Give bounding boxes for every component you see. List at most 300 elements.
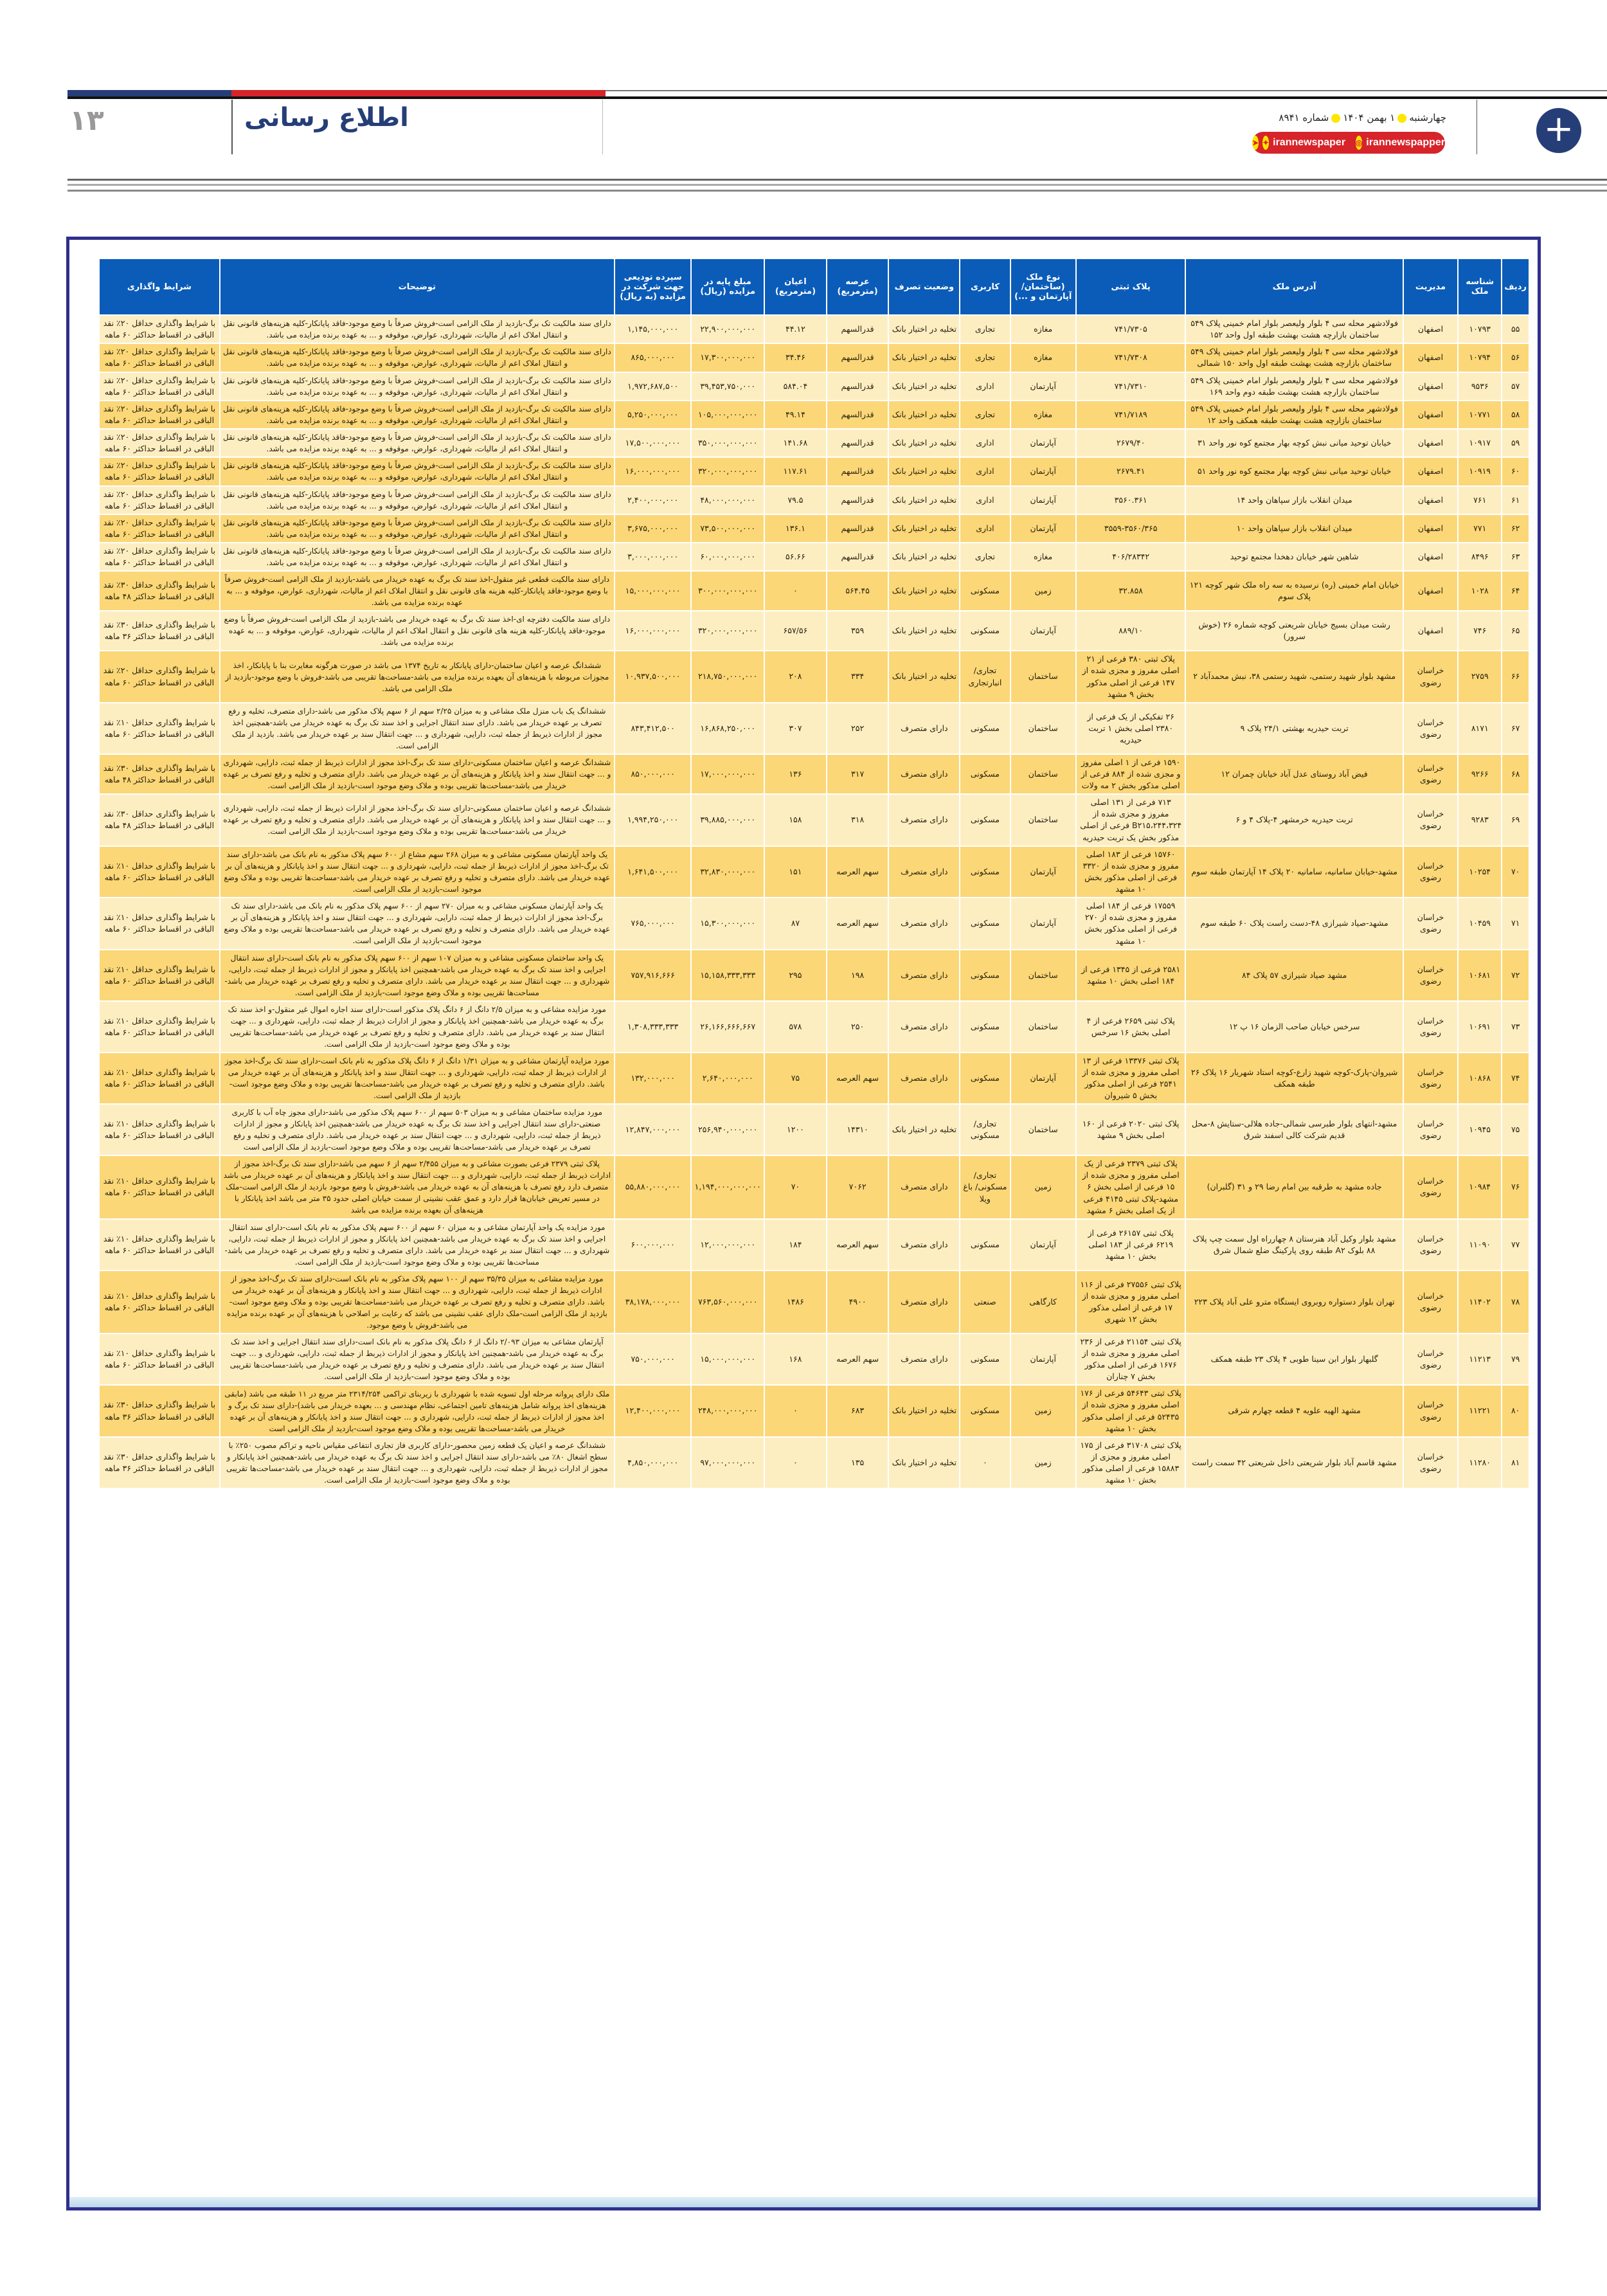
cell-building-area: ۵۸۴.۰۴ [764, 372, 827, 401]
cell-occupancy-status: دارای متصرف [888, 846, 960, 898]
cell-deposit: ۱,۱۴۵,۰۰۰,۰۰۰ [615, 315, 691, 343]
cell-property-type: زمین [1010, 571, 1076, 611]
cell-registration-plate: ۳۲.۸۵۸ [1076, 571, 1186, 611]
cell-property-type: آپارتمان [1010, 514, 1076, 543]
cell-branch: اصفهان [1403, 343, 1458, 372]
cell-transfer-terms: با شرایط واگذاری حداقل ۱۰٪ نقد الباقی در اقساط حداکثر ۶۰ ماهه [99, 1001, 220, 1053]
cell-occupancy-status: تخلیه در اختیار بانک [888, 651, 960, 703]
cell-branch: اصفهان [1403, 457, 1458, 485]
cell-branch: خراسان رضوی [1403, 1001, 1458, 1053]
cell-row-number: ۷۸ [1502, 1270, 1529, 1333]
cell-address: فولادشهر محله سی ۴ بلوار ولیعصر بلوار امام خمینی پلاک ۵۴۹ ساختمان بازارچه هشت بهشت طبقه اول واحد ۱۵۲ [1185, 315, 1403, 343]
cell-registration-plate: ۴۰۶/۲۸۳۴۲ [1076, 543, 1186, 571]
issue-label: شماره ۸۹۴۱ [1279, 112, 1329, 123]
cell-row-number: ۷۶ [1502, 1155, 1529, 1219]
cell-property-id: ۱۰۶۹۱ [1458, 1001, 1502, 1053]
cell-address: مشهد-انتهای بلوار طبرسی شمالی-جاده هلالی-ستایش ۸-محل قدیم شرکت کالی اسفند شرق [1185, 1104, 1403, 1155]
cell-land-area: قدرالسهم [827, 343, 889, 372]
table-row [99, 571, 1529, 611]
cell-row-number: ۷۹ [1502, 1333, 1529, 1386]
cell-land-area: قدرالسهم [827, 429, 889, 457]
cell-usage: تجاری/ انبارتجاری [960, 651, 1010, 703]
table-row [99, 611, 1529, 651]
table-row [99, 1333, 1529, 1386]
instagram-icon[interactable]: ◎ [1356, 136, 1362, 150]
cell-property-type: آپارتمان [1010, 1333, 1076, 1386]
cell-description: ششدانگ عرصه و اعیان یک قطعه زمین محصور-دارای کاربری فاز تجاری انتفاعی مقیاس ناحیه و تراکم مصوب ۲۵۰٪ با سطح اشغال ۸۰٪ می باشد-دارای سند انتقال اجرایی و اخذ سند تک برگ به عهده خریدار می باشد-همچنین اخذ پایانکار و مجوز از ادارات ذیربط از جمله ثبت، دارایی، شهرداری و ... جهت انتقال سند بر عهده خریدار می باشد-مساحت‌ها تقریبی بوده و ملاک وضع موجود است-بازدید از ملک الزامی است. [220, 1437, 615, 1489]
cell-registration-plate: پلاک ثبتی ۲۱۱۵۴ فرعی از ۲۳۶ اصلی مفروز و مجزی شده از ۱۶۷۶ فرعی از اصلی مذکور بخش ۷ چناران [1076, 1333, 1186, 1386]
cell-property-id: ۷۶۱ [1458, 486, 1502, 514]
table-row [99, 1437, 1529, 1489]
divider-rule [67, 190, 1607, 192]
cell-usage: مسکونی [960, 1219, 1010, 1270]
column-header-occupancy-status: وضعیت تصرف [888, 258, 960, 315]
table-row [99, 1219, 1529, 1270]
cell-land-area: ۴۹۰۰ [827, 1270, 889, 1333]
cell-occupancy-status: تخلیه در اختیار بانک [888, 457, 960, 485]
cell-row-number: ۷۷ [1502, 1219, 1529, 1270]
cell-usage: تجاری [960, 543, 1010, 571]
cell-land-area: قدرالسهم [827, 514, 889, 543]
cell-property-id: ۱۰۲۸ [1458, 571, 1502, 611]
column-header-land-area: عرصه (مترمربع) [827, 258, 889, 315]
cell-description: دارای سند مالکیت تک برگ-بازدید از ملک الزامی است-فروش صرفاً با وضع موجود-فاقد پایانکار-کلیه هزینه‌های قانونی نقل و انتقال املاک اعم از مالیات، شهرداری، عوارض، موقوفه و ... به عهده برنده مزایده می باشد. [220, 514, 615, 543]
cell-usage: مسکونی [960, 794, 1010, 846]
cell-building-area: ۱۵۸ [764, 794, 827, 846]
cell-description: ششدانگ یک باب منزل ملک مشاعی و به میزان ۲/۲۵ سهم از ۶ سهم پلاک مذکور می باشد-دارای متصرف، تخلیه و رفع تصرف بر عهده خریدار می باشد. دارای سند انتقال اجرایی و اخذ سند تک برگ به عهده خریدار می باشد-همچنین اخذ مجوز از ادارات ذیربط از جمله ثبت، دارایی، شهرداری و ... جهت انتقال سند بر عهده خریدار می باشد. بازدید از ملک الزامی است. [220, 703, 615, 754]
cell-branch: اصفهان [1403, 611, 1458, 651]
cell-deposit: ۷۵۰,۰۰۰,۰۰۰ [615, 1333, 691, 1386]
cell-registration-plate: پلاک ثبتی ۱۳۳۷۶ فرعی از ۱۳ اصلی مفروز و مجزی شده از ۲۵۴۱ فرعی از اصلی مذکور بخش ۵ شیروان [1076, 1053, 1186, 1105]
cell-land-area: قدرالسهم [827, 457, 889, 485]
cell-property-id: ۹۲۸۳ [1458, 794, 1502, 846]
cell-property-id: ۱۰۴۵۹ [1458, 898, 1502, 950]
auction-table [98, 258, 1530, 1489]
dateline [1279, 112, 1446, 123]
cell-property-type: آپارتمان [1010, 898, 1076, 950]
cell-base-price: ۳۲,۸۳۰,۰۰۰,۰۰۰ [691, 846, 764, 898]
table-row [99, 1155, 1529, 1219]
column-header-deposit: سپرده تودیعی جهت شرکت در مزایده (به ریال) [615, 258, 691, 315]
cell-property-id: ۲۷۵۹ [1458, 651, 1502, 703]
cell-property-id: ۱۰۷۷۱ [1458, 401, 1502, 429]
cell-usage: مسکونی [960, 1001, 1010, 1053]
bullet-dot [1397, 114, 1406, 123]
cell-property-type: آپارتمان [1010, 1053, 1076, 1105]
cell-description: دارای سند مالکیت تک برگ-بازدید از ملک الزامی است-فروش صرفاً با وضع موجود-فاقد پایانکار-کلیه هزینه‌های قانونی نقل و انتقال املاک اعم از مالیات، شهرداری، عوارض، موقوفه و ... به عهده برنده مزایده می باشد. [220, 543, 615, 571]
cell-occupancy-status: دارای متصرف [888, 898, 960, 950]
cell-address: میدان انقلاب بازار سپاهان واحد ۱۴ [1185, 486, 1403, 514]
cell-usage: مسکونی [960, 754, 1010, 794]
cell-deposit: ۵,۲۵۰,۰۰۰,۰۰۰ [615, 401, 691, 429]
cell-transfer-terms: با شرایط واگذاری حداقل ۲۰٪ نقد الباقی در اقساط حداکثر ۶۰ ماهه [99, 343, 220, 372]
cell-land-area: ۷۰۶۲ [827, 1155, 889, 1219]
cell-usage: اداری [960, 457, 1010, 485]
cell-property-type: کارگاهی [1010, 1270, 1076, 1333]
cell-land-area: ۲۵۲ [827, 703, 889, 754]
cell-property-type: آپارتمان [1010, 372, 1076, 401]
cell-building-area: ۱۳۶.۱ [764, 514, 827, 543]
cell-transfer-terms: با شرایط واگذاری حداقل ۲۰٪ نقد الباقی در اقساط حداکثر ۶۰ ماهه [99, 457, 220, 485]
cell-land-area: سهم العرصه [827, 1053, 889, 1105]
cell-transfer-terms: با شرایط واگذاری حداقل ۱۰٪ نقد الباقی در اقساط حداکثر ۶۰ ماهه [99, 1333, 220, 1386]
table-row [99, 315, 1529, 343]
cell-deposit: ۳۸,۱۷۸,۰۰۰,۰۰۰ [615, 1270, 691, 1333]
cell-transfer-terms: با شرایط واگذاری حداقل ۱۰٪ نقد الباقی در اقساط حداکثر ۶۰ ماهه [99, 1104, 220, 1155]
cell-row-number: ۶۹ [1502, 794, 1529, 846]
cell-building-area: ۴۴.۱۲ [764, 315, 827, 343]
cell-row-number: ۶۳ [1502, 543, 1529, 571]
cell-registration-plate: پلاک ثبتی ۲۶۱۵۷ فرعی از ۶۲۱۹ فرعی از ۱۸۳ اصلی بخش ۱۰ مشهد [1076, 1219, 1186, 1270]
masthead-thin-line [606, 90, 1607, 91]
table-row [99, 343, 1529, 372]
cell-base-price: ۶۰,۰۰۰,۰۰۰,۰۰۰ [691, 543, 764, 571]
cell-registration-plate: ۷۴۱/۷۳۰۸ [1076, 343, 1186, 372]
cell-transfer-terms: با شرایط واگذاری حداقل ۳۰٪ نقد الباقی در اقساط حداکثر ۳۶ ماهه [99, 611, 220, 651]
cell-registration-plate: ۷۴۱/۷۳۱۰ [1076, 372, 1186, 401]
cell-property-type: زمین [1010, 1385, 1076, 1437]
cell-building-area: ۱۴۱.۶۸ [764, 429, 827, 457]
cell-land-area: قدرالسهم [827, 401, 889, 429]
cell-base-price: ۱۷,۳۰۰,۰۰۰,۰۰۰ [691, 343, 764, 372]
cell-description: ششدانگ عرصه و اعیان ساختمان مسکونی-دارای سند تک برگ-اخذ مجوز از ادارات ذیربط از جمله ثبت، دارایی، شهرداری و ... جهت انتقال سند و اخذ پایانکار و هزینه‌های آن بر عهده خریدار می باشد. دارای متصرف و تخلیه و رفع تصرف بر عهده خریدار می باشد-مساحت‌ها تقریبی بوده و ملاک وضع موجود است-بازدید از ملک الزامی است. [220, 794, 615, 846]
cell-base-price: ۷۳,۵۰۰,۰۰۰,۰۰۰ [691, 514, 764, 543]
cell-transfer-terms: با شرایط واگذاری حداقل ۳۰٪ نقد الباقی در اقساط حداکثر ۴۸ ماهه [99, 794, 220, 846]
cell-transfer-terms: با شرایط واگذاری حداقل ۳۰٪ نقد الباقی در اقساط حداکثر ۳۶ ماهه [99, 1385, 220, 1437]
cell-land-area: ۱۹۸ [827, 950, 889, 1001]
cell-deposit: ۵۵,۸۸۰,۰۰۰,۰۰۰ [615, 1155, 691, 1219]
cell-land-area: ۳۳۴ [827, 651, 889, 703]
cell-land-area: قدرالسهم [827, 372, 889, 401]
header-divider [231, 100, 233, 154]
cell-transfer-terms: با شرایط واگذاری حداقل ۳۰٪ نقد الباقی در اقساط حداکثر ۴۸ ماهه [99, 571, 220, 611]
cell-property-id: ۱۱۲۲۱ [1458, 1385, 1502, 1437]
cell-building-area: ۱۱۷.۶۱ [764, 457, 827, 485]
cell-base-price: ۳۹,۴۵۳,۷۵۰,۰۰۰ [691, 372, 764, 401]
cell-description: دارای سند مالکیت تک برگ-بازدید از ملک الزامی است-فروش صرفاً با وضع موجود-فاقد پایانکار-کلیه هزینه‌های قانونی نقل و انتقال املاک اعم از مالیات، شهرداری، عوارض، موقوفه و ... به عهده برنده مزایده می باشد. [220, 457, 615, 485]
cell-description: آپارتمان مشاعی به میزان ۲/۰۹۳ دانگ از ۶ دانگ پلاک مذکور به نام بانک است-دارای سند انتقال اجرایی و اخذ سند تک برگ به عهده خریدار می باشد-همچنین اخذ پایانکار و مجوز از ادارات ذیربط از جمله ثبت، دارایی، شهرداری و ... جهت انتقال سند بر عهده خریدار می باشد. دارای متصرف و تخلیه و رفع تصرف بر عهده خریدار می باشد-مساحت‌ها تقریبی بوده و ملاک وضع موجود است-بازدید از ملک الزامی است. [220, 1333, 615, 1386]
cell-property-id: ۱۰۶۸۱ [1458, 950, 1502, 1001]
cell-land-area: سهم العرصه [827, 1333, 889, 1386]
cell-base-price: ۲۵۶,۹۴۰,۰۰۰,۰۰۰ [691, 1104, 764, 1155]
cell-deposit: ۸۴۳,۴۱۲,۵۰۰ [615, 703, 691, 754]
cell-land-area: قدرالسهم [827, 486, 889, 514]
cell-deposit: ۷۵۷,۹۱۶,۶۶۶ [615, 950, 691, 1001]
cell-building-area: ۵۷۸ [764, 1001, 827, 1053]
cell-branch: خراسان رضوی [1403, 1155, 1458, 1219]
cell-description: دارای سند مالکیت تک برگ-بازدید از ملک الزامی است-فروش صرفاً با وضع موجود-فاقد پایانکار-کلیه هزینه‌های قانونی نقل و انتقال املاک اعم از مالیات، شهرداری، عوارض، موقوفه و ... به عهده برنده مزایده می باشد. [220, 315, 615, 343]
cell-property-type: مغازه [1010, 401, 1076, 429]
cell-deposit: ۴,۸۵۰,۰۰۰,۰۰۰ [615, 1437, 691, 1489]
cell-building-area: ۷۵ [764, 1053, 827, 1105]
cell-transfer-terms: با شرایط واگذاری حداقل ۲۰٪ نقد الباقی در اقساط حداکثر ۶۰ ماهه [99, 401, 220, 429]
cell-row-number: ۶۲ [1502, 514, 1529, 543]
cell-transfer-terms: با شرایط واگذاری حداقل ۱۰٪ نقد الباقی در اقساط حداکثر ۶۰ ماهه [99, 846, 220, 898]
cell-property-type: آپارتمان [1010, 611, 1076, 651]
cell-base-price: ۲,۶۴۰,۰۰۰,۰۰۰ [691, 1053, 764, 1105]
table-row [99, 457, 1529, 485]
cell-usage: تجاری/ مسکونی [960, 1104, 1010, 1155]
cell-land-area: ۲۵۰ [827, 1001, 889, 1053]
cell-property-id: ۱۱۲۸۰ [1458, 1437, 1502, 1489]
cell-row-number: ۵۵ [1502, 315, 1529, 343]
cell-branch: خراسان رضوی [1403, 1437, 1458, 1489]
cell-land-area: سهم العرصه [827, 846, 889, 898]
cell-usage: تجاری [960, 401, 1010, 429]
cell-building-area: ۵۶.۶۶ [764, 543, 827, 571]
cell-description: مورد مزایده مشاعی به میزان ۳۵/۳۵ سهم از ۱۰۰ سهم پلاک مذکور به نام بانک است-دارای سند تک برگ-اخذ مجوز از ادارات ذیربط از جمله ثبت، دارایی، شهرداری و ... جهت انتقال سند و اخذ پایانکار و هزینه‌های آن بر عهده خریدار می باشد. دارای متصرف و تخلیه و رفع تصرف بر عهده خریدار می باشد-مساحت‌ها تقریبی بوده و ملاک وضع موجود است-بازدید از ملک الزامی است-ملک دارای عقب نشینی می باشد که رعایت بر اصلاحی با هزینه‌های آن بر عهده برنده مزایده می باشد-فروش با وضع موجود. [220, 1270, 615, 1333]
cell-land-area: ۱۴۳۱۰ [827, 1104, 889, 1155]
cell-property-id: ۱۰۹۱۷ [1458, 429, 1502, 457]
cell-property-id: ۹۵۳۶ [1458, 372, 1502, 401]
cell-transfer-terms: با شرایط واگذاری حداقل ۲۰٪ نقد الباقی در اقساط حداکثر ۶۰ ماهه [99, 486, 220, 514]
cell-description: ششدانگ عرصه و اعیان ساختمان مسکونی-دارای سند تک برگ-اخذ مجوز از ادارات ذیربط از جمله ثبت، دارایی، شهرداری و ... جهت انتقال سند و اخذ پایانکار و هزینه‌های آن بر عهده خریدار می باشد. دارای متصرف و تخلیه و رفع تصرف بر عهده خریدار می باشد-مساحت‌ها تقریبی بوده و ملاک وضع موجود است-بازدید از ملک الزامی است. [220, 754, 615, 794]
cell-deposit: ۲,۴۰۰,۰۰۰,۰۰۰ [615, 486, 691, 514]
table-row [99, 1104, 1529, 1155]
table-row [99, 754, 1529, 794]
cell-deposit: ۷۶۵,۰۰۰,۰۰۰ [615, 898, 691, 950]
cell-land-area: سهم العرصه [827, 1219, 889, 1270]
cell-description: مورد مزایده یک واحد آپارتمان مشاعی و به میزان ۶۰ سهم از ۶۰۰ سهم پلاک مذکور به نام بانک است-دارای سند انتقال اجرایی و اخذ سند تک برگ به عهده خریدار می باشد-همچنین اخذ پایانکار و مجوز از ادارات ذیربط از جمله ثبت، دارایی، شهرداری و ... جهت انتقال سند بر عهده خریدار می باشد. دارای متصرف و تخلیه و رفع تصرف بر عهده خریدار می باشد-مساحت‌ها تقریبی بوده و ملاک وضع موجود است-بازدید از ملک الزامی است. [220, 1219, 615, 1270]
cell-branch: خراسان رضوی [1403, 1053, 1458, 1105]
cell-deposit: ۱۶,۰۰۰,۰۰۰,۰۰۰ [615, 611, 691, 651]
divider-rule [67, 179, 1607, 181]
table-row [99, 401, 1529, 429]
cell-description: دارای سند مالکیت تک برگ-بازدید از ملک الزامی است-فروش صرفاً با وضع موجود-فاقد پایانکار-کلیه هزینه‌های قانونی نقل و انتقال املاک اعم از مالیات، شهرداری، عوارض، موقوفه و ... به عهده برنده مزایده می باشد. [220, 343, 615, 372]
cell-address: جاده مشهد به طرقبه بین امام رضا ۲۹ و ۳۱ (گلبران) [1185, 1155, 1403, 1219]
cell-transfer-terms: با شرایط واگذاری حداقل ۲۰٪ نقد الباقی در اقساط حداکثر ۶۰ ماهه [99, 429, 220, 457]
cell-transfer-terms: با شرایط واگذاری حداقل ۱۰٪ نقد الباقی در اقساط حداکثر ۶۰ ماهه [99, 898, 220, 950]
cell-registration-plate: ۷۴۱/۷۳۰۵ [1076, 315, 1186, 343]
cell-registration-plate: ۲۶ تفکیکی از یک فرعی از ۲۳۸۰ اصلی بخش ۱ تربت حیدریه [1076, 703, 1186, 754]
column-header-usage: کاربری [960, 258, 1010, 315]
date-label: ۱ بهمن ۱۴۰۴ [1343, 112, 1396, 123]
cell-occupancy-status: تخلیه در اختیار بانک [888, 343, 960, 372]
cell-building-area: ۴۹.۱۴ [764, 401, 827, 429]
cell-land-area: ۱۳۵ [827, 1437, 889, 1489]
cell-transfer-terms: با شرایط واگذاری حداقل ۱۰٪ نقد الباقی در اقساط حداکثر ۶۰ ماهه [99, 1155, 220, 1219]
cell-land-area: ۳۱۸ [827, 794, 889, 846]
cell-occupancy-status: تخلیه در اختیار بانک [888, 543, 960, 571]
cell-property-id: ۷۷۱ [1458, 514, 1502, 543]
cell-registration-plate: ۲۶۷۹/۴۰ [1076, 429, 1186, 457]
cell-description: دارای سند مالکیت تک برگ-بازدید از ملک الزامی است-فروش صرفاً با وضع موجود-فاقد پایانکار-کلیه هزینه‌های قانونی نقل و انتقال املاک اعم از مالیات، شهرداری، عوارض، موقوفه و ... به عهده برنده مزایده می باشد. [220, 401, 615, 429]
cell-transfer-terms: با شرایط واگذاری حداقل ۲۰٪ نقد الباقی در اقساط حداکثر ۶۰ ماهه [99, 315, 220, 343]
cell-description: یک واحد ساختمان مسکونی مشاعی و به میزان ۱۰۷ سهم از ۶۰۰ سهم پلاک مذکور به نام بانک است-دارای سند انتقال اجرایی و اخذ سند تک برگ به عهده خریدار می باشد-همچنین اخذ پایانکار و مجوز از ادارات ذیربط از جمله ثبت، دارایی، شهرداری و ... جهت انتقال سند بر عهده خریدار می باشد. دارای متصرف و تخلیه و رفع تصرف بر عهده خریدار می باشد-مساحت‌ها تقریبی بوده و ملاک وضع موجود است-بازدید از ملک الزامی است. [220, 950, 615, 1001]
column-header-branch: مدیریت [1403, 258, 1458, 315]
column-header-registration-plate: پلاک ثبتی [1076, 258, 1186, 315]
cell-transfer-terms: با شرایط واگذاری حداقل ۲۰٪ نقد الباقی در اقساط حداکثر ۶۰ ماهه [99, 651, 220, 703]
cell-usage: ۰ [960, 1437, 1010, 1489]
cell-address: میدان انقلاب بازار سپاهان واحد ۱۰ [1185, 514, 1403, 543]
column-header-row-number: ردیف [1502, 258, 1529, 315]
cell-deposit: ۱۰,۹۳۷,۵۰۰,۰۰۰ [615, 651, 691, 703]
cell-row-number: ۸۰ [1502, 1385, 1529, 1437]
cell-branch: اصفهان [1403, 372, 1458, 401]
column-header-building-area: اعیان (مترمربع) [764, 258, 827, 315]
cell-branch: اصفهان [1403, 543, 1458, 571]
cell-property-id: ۷۴۶ [1458, 611, 1502, 651]
cell-property-type: مغازه [1010, 315, 1076, 343]
cell-deposit: ۱۲,۴۰۰,۰۰۰,۰۰۰ [615, 1385, 691, 1437]
cell-building-area: ۰ [764, 1385, 827, 1437]
cell-property-id: ۱۰۹۴۵ [1458, 1104, 1502, 1155]
cell-transfer-terms: با شرایط واگذاری حداقل ۱۰٪ نقد الباقی در اقساط حداکثر ۶۰ ماهه [99, 950, 220, 1001]
cell-description: دارای سند مالکیت دفترچه ای-اخذ سند تک برگ به عهده خریدار می باشد-بازدید از ملک الزامی است-فروش صرفاً با وضع موجود-فاقد پایانکار-کلیه هزینه های قانونی نقل و انتقال املاک اعم از مالیات، شهرداری، عوارض، موقوفه و ... به عهده برنده مزایده می باشد. [220, 611, 615, 651]
cell-deposit: ۳,۰۰۰,۰۰۰,۰۰۰ [615, 543, 691, 571]
cell-branch: خراسان رضوی [1403, 651, 1458, 703]
cell-registration-plate: ۷۴۱/۷۱۸۹ [1076, 401, 1186, 429]
cell-branch: خراسان رضوی [1403, 846, 1458, 898]
cell-branch: اصفهان [1403, 514, 1458, 543]
cell-branch: خراسان رضوی [1403, 898, 1458, 950]
cell-building-area: ۸۷ [764, 898, 827, 950]
cell-base-price: ۱۰۵,۰۰۰,۰۰۰,۰۰۰ [691, 401, 764, 429]
cell-base-price: ۱۶,۸۶۸,۲۵۰,۰۰۰ [691, 703, 764, 754]
cell-deposit: ۶۰۰,۰۰۰,۰۰۰ [615, 1219, 691, 1270]
cell-address: تربت حیدریه بهشتی ۲۴/۱ پلاک ۹ [1185, 703, 1403, 754]
cell-branch: خراسان رضوی [1403, 1385, 1458, 1437]
cell-transfer-terms: با شرایط واگذاری حداقل ۳۰٪ نقد الباقی در اقساط حداکثر ۴۸ ماهه [99, 754, 220, 794]
cell-occupancy-status: دارای متصرف [888, 1219, 960, 1270]
cell-property-id: ۱۱۰۹۰ [1458, 1219, 1502, 1270]
cell-registration-plate: ۲۶۷۹.۴۱ [1076, 457, 1186, 485]
cell-deposit: ۱,۳۰۸,۳۳۳,۳۳۳ [615, 1001, 691, 1053]
cell-property-id: ۱۰۲۵۴ [1458, 846, 1502, 898]
cell-description: یک واحد آپارتمان مسکونی مشاعی و به میزان ۲۶۸ سهم مشاع از ۶۰۰ سهم پلاک مذکور به نام بانک می باشد-دارای سند تک برگ-اخذ مجوز از ادارات ذیربط از جمله ثبت، دارایی، شهرداری و ... جهت انتقال سند و اخذ پایانکار و هزینه‌های آن بر عهده خریدار می باشد. دارای متصرف و تخلیه و رفع تصرف بر عهده خریدار می باشد-مساحت‌ها تقریبی بوده و ملاک وضع موجود است-بازدید از ملک الزامی است. [220, 846, 615, 898]
social-handle[interactable]: irannewspapper [1366, 137, 1445, 148]
table-row [99, 651, 1529, 703]
cell-deposit: ۱,۹۷۲,۶۸۷,۵۰۰ [615, 372, 691, 401]
table-row [99, 514, 1529, 543]
cell-deposit: ۱۵,۰۰۰,۰۰۰,۰۰۰ [615, 571, 691, 611]
cell-transfer-terms: با شرایط واگذاری حداقل ۲۰٪ نقد الباقی در اقساط حداکثر ۶۰ ماهه [99, 543, 220, 571]
cell-usage: تجاری [960, 315, 1010, 343]
cell-land-area: ۵۶۴.۴۵ [827, 571, 889, 611]
cell-transfer-terms: با شرایط واگذاری حداقل ۳۰٪ نقد الباقی در اقساط حداکثر ۳۶ ماهه [99, 1437, 220, 1489]
cell-branch: خراسان رضوی [1403, 754, 1458, 794]
cell-occupancy-status: تخلیه در اختیار بانک [888, 401, 960, 429]
twitter-icon[interactable]: ✦ [1262, 136, 1269, 150]
cell-property-id: ۱۰۷۹۴ [1458, 343, 1502, 372]
cell-base-price: ۳۰۰,۰۰۰,۰۰۰,۰۰۰ [691, 571, 764, 611]
cell-address: فولادشهر محله سی ۴ بلوار ولیعصر بلوار امام خمینی پلاک ۵۴۹ ساختمان بازارچه هشت بهشت طبقه همکف واحد ۱۲ [1185, 401, 1403, 429]
cell-registration-plate: ۱۵۷۶۰ فرعی از ۱۸۳ اصلی مفروز و مجزی شده از ۳۳۲۰ فرعی از اصلی مذکور بخش ۱۰ مشهد [1076, 846, 1186, 898]
cell-property-id: ۱۱۲۱۳ [1458, 1333, 1502, 1386]
cell-base-price: ۲۲,۹۰۰,۰۰۰,۰۰۰ [691, 315, 764, 343]
cell-branch: خراسان رضوی [1403, 1270, 1458, 1333]
frame-bottom-bar [69, 2197, 1538, 2207]
page-number: ۱۳ [69, 104, 104, 137]
cell-address: مشهد قاسم آباد بلوار شریعتی داخل شریعتی ۴۲ سمت راست [1185, 1437, 1403, 1489]
cell-building-area: ۷۹.۵ [764, 486, 827, 514]
cell-registration-plate: ۸۸۹/۱۰ [1076, 611, 1186, 651]
cell-branch: خراسان رضوی [1403, 1333, 1458, 1386]
column-header-address: آدرس ملک [1185, 258, 1403, 315]
cell-land-area: سهم العرصه [827, 898, 889, 950]
cell-description: دارای سند مالکیت تک برگ-بازدید از ملک الزامی است-فروش صرفاً با وضع موجود-فاقد پایانکار-کلیه هزینه‌های قانونی نقل و انتقال املاک اعم از مالیات، شهرداری، عوارض، موقوفه و ... به عهده برنده مزایده می باشد. [220, 429, 615, 457]
cell-base-price: ۴۸,۰۰۰,۰۰۰,۰۰۰ [691, 486, 764, 514]
cell-deposit: ۱,۹۹۴,۲۵۰,۰۰۰ [615, 794, 691, 846]
cell-usage: مسکونی [960, 1333, 1010, 1386]
table-row [99, 1053, 1529, 1105]
cell-description: پلاک ثبتی ۲۳۷۹ فرعی بصورت مشاعی و به میزان ۲/۴۵۵ سهم از ۶ سهم می باشد-دارای سند تک برگ-اخذ مجوز از ادارات ذیربط از جمله ثبت، دارایی، شهرداری و ... جهت انتقال سند و اخذ پایانکار و هزینه‌های آن بر عهده خریدار می باشد متصرف دارد رفع تصرف با هزینه‌های آن به عهده خریدار می باشد-فروش با وضع موجود بازدید از ملک الزامی است-ملک در مسیر تعریض خیابان‌ها قرار دارد و عمق عقب نشینی از سمت خیابان اصلی حدود ۳۵ متر می باشد اخذ پایانکار با هزینه‌های آن بعهده برنده مزایده می باشد [220, 1155, 615, 1219]
cell-property-type: مغازه [1010, 343, 1076, 372]
cell-base-price: ۱۵,۱۵۸,۳۳۳,۳۳۳ [691, 950, 764, 1001]
column-header-property-id: شناسه ملک [1458, 258, 1502, 315]
cell-row-number: ۶۵ [1502, 611, 1529, 651]
column-header-base-price: مبلغ پایه در مزایده (ریال) [691, 258, 764, 315]
masthead-red-segment [231, 90, 606, 96]
cell-row-number: ۵۹ [1502, 429, 1529, 457]
cell-row-number: ۵۸ [1502, 401, 1529, 429]
section-title: اطلاع رسانی [244, 103, 409, 132]
cell-land-area: قدرالسهم [827, 543, 889, 571]
cell-property-id: ۸۱۷۱ [1458, 703, 1502, 754]
cell-building-area: ۶۵۷/۵۶ [764, 611, 827, 651]
social-handle[interactable]: irannewspaper [1273, 137, 1346, 148]
cell-land-area: قدرالسهم [827, 315, 889, 343]
table-body [99, 315, 1529, 1488]
cell-address: مشهد بلوار شهید رستمی، شهید رستمی ۳۸، نبش محمدآباد ۲ [1185, 651, 1403, 703]
cell-property-type: ساختمان [1010, 651, 1076, 703]
cell-occupancy-status: دارای متصرف [888, 754, 960, 794]
cell-address: مشهد الهیه علویه ۴ قطعه چهارم شرقی [1185, 1385, 1403, 1437]
cell-row-number: ۶۱ [1502, 486, 1529, 514]
cell-branch: اصفهان [1403, 401, 1458, 429]
cell-transfer-terms: با شرایط واگذاری حداقل ۱۰٪ نقد الباقی در اقساط حداکثر ۶۰ ماهه [99, 1053, 220, 1105]
cell-branch: خراسان رضوی [1403, 1219, 1458, 1270]
column-header-description: توضیحات [220, 258, 615, 315]
cell-address: رشت میدان بسیج خیابان شریعتی کوچه شماره ۲۶ (خوش سرور) [1185, 611, 1403, 651]
cell-building-area: ۱۳۶ [764, 754, 827, 794]
cell-property-type: آپارتمان [1010, 429, 1076, 457]
cell-property-type: آپارتمان [1010, 846, 1076, 898]
cell-address: مشهد-صیاد شیرازی ۴۸-دست راست پلاک ۶۰ طبقه سوم [1185, 898, 1403, 950]
cell-row-number: ۷۵ [1502, 1104, 1529, 1155]
cell-base-price: ۳۵۰,۰۰۰,۰۰۰,۰۰۰ [691, 429, 764, 457]
cell-occupancy-status: دارای متصرف [888, 1053, 960, 1105]
cell-base-price: ۲۴۸,۰۰۰,۰۰۰,۰۰۰ [691, 1385, 764, 1437]
cell-address: گلبهار بلوار ابن سینا طوبی ۴ پلاک ۲۳ طبقه همکف [1185, 1333, 1403, 1386]
cell-row-number: ۷۴ [1502, 1053, 1529, 1105]
cell-property-type: مغازه [1010, 543, 1076, 571]
cell-building-area: ۰ [764, 1437, 827, 1489]
cell-deposit: ۸۵۰,۰۰۰,۰۰۰ [615, 754, 691, 794]
cell-building-area: ۷۰ [764, 1155, 827, 1219]
cell-deposit: ۱,۶۴۱,۵۰۰,۰۰۰ [615, 846, 691, 898]
cell-description: ششدانگ عرصه و اعیان ساختمان-دارای پایانکار به تاریخ ۱۳۷۴ می باشد در صورت هرگونه مغایرت بنا با پایانکار، اخذ مجوزات مربوطه با هزینه‌های آن بعهده برنده مزایده می باشد-مساحت‌ها تقریبی می باشد-فروش با وضع موجود-بازدید از ملک الزامی می باشد. [220, 651, 615, 703]
cell-registration-plate: پلاک ثبتی ۲۰۲۰ فرعی از ۱۶۰ اصلی بخش ۹ مشهد [1076, 1104, 1186, 1155]
cell-address: تهران بلوار دستواره روبروی ایستگاه مترو علی آباد پلاک ۲۲۳ [1185, 1270, 1403, 1333]
telegram-icon[interactable]: ➤ [1252, 136, 1259, 150]
cell-registration-plate: ۷۱۳ فرعی از ۱۳۱ اصلی مفروز و مجزی شده از ۳۲۴،B۲۱۵،۲۴۴ فرعی از اصلی مذکور بخش یک تربت حیدریه [1076, 794, 1186, 846]
table-row [99, 372, 1529, 401]
social-handles [1252, 132, 1445, 154]
cell-registration-plate: پلاک ثبتی ۵۴۶۴۳ فرعی از ۱۷۶ اصلی مفروز و مجزی شده از ۵۲۴۳۵ فرعی از اصلی مذکور بخش ۱۰ مشهد [1076, 1385, 1186, 1437]
cell-building-area: ۳۴.۴۶ [764, 343, 827, 372]
cell-building-area: ۰ [764, 571, 827, 611]
cell-base-price: ۳۹,۸۸۵,۰۰۰,۰۰۰ [691, 794, 764, 846]
cell-address: تربت حیدریه خرمشهر ۴-پلاک ۴ و ۶ [1185, 794, 1403, 846]
cell-usage: اداری [960, 514, 1010, 543]
cell-occupancy-status: دارای متصرف [888, 794, 960, 846]
table-row [99, 950, 1529, 1001]
cell-description: ملک دارای پروانه مرحله اول تسویه شده با شهرداری با زیربنای تراکمی ۲۳۱۴/۲۵۴ متر مربع در ۱۱ طبقه می باشد (مابقی هزینه‌های اخذ پروانه شامل هزینه‌های تامین اجتماعی، نظام مهندسی و ... بعهده خریدار می باشد)-دارای سند تک برگ و اخذ مجوز از ادارات ذیربط از جمله ثبت، دارایی، شهرداری و ... جهت انتقال سند و اخذ پایانکار و هزینه‌های آن بر عهده خریدار می باشد-مساحت‌ها تقریبی بوده و ملاک وضع موجود است-بازدید از ملک الزامی است [220, 1385, 615, 1437]
cell-occupancy-status: دارای متصرف [888, 1270, 960, 1333]
cell-base-price: ۲۱۸,۷۵۰,۰۰۰,۰۰۰ [691, 651, 764, 703]
cell-address: سرخس خیابان صاحب الزمان ۱۶ پ ۱۲ [1185, 1001, 1403, 1053]
